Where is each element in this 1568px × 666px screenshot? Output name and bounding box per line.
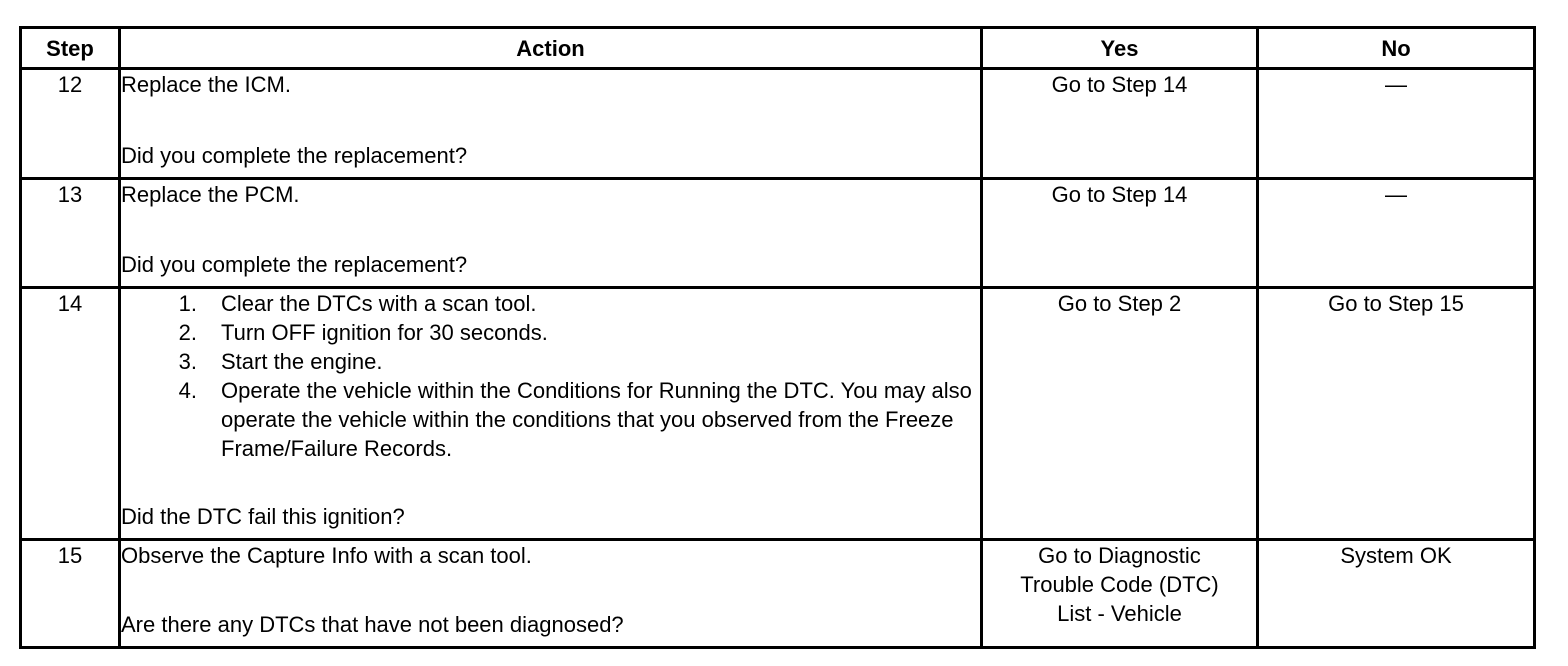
action-question: Are there any DTCs that have not been diagnosed?: [121, 612, 624, 637]
no-cell: System OK: [1258, 540, 1535, 648]
yes-cell: [982, 540, 1258, 648]
step-number: 13: [21, 179, 120, 288]
action-text: Replace the PCM.: [121, 182, 300, 207]
header-action: Action: [120, 28, 982, 69]
step-number: 12: [21, 69, 120, 179]
no-cell: Go to Step 15: [1258, 288, 1535, 540]
table-row: [21, 288, 1535, 540]
yes-cell: Go to Step 14: [982, 179, 1258, 288]
yes-cell: Go to Step 14: [982, 69, 1258, 179]
action-text: Observe the Capture Info with a scan tool.: [121, 543, 532, 568]
header-row: [21, 28, 1535, 69]
step-number: 15: [21, 540, 120, 648]
list-item: 4. Operate the vehicle within the Conditions for Running the DTC. You may also operate the vehicle within the conditions that you observed from the Freeze Frame/Failure Records.: [178, 378, 972, 461]
step-number: 14: [21, 288, 120, 540]
yes-line: List - Vehicle: [1057, 601, 1182, 626]
action-cell: [120, 288, 982, 540]
yes-line: Trouble Code (DTC): [1020, 572, 1219, 597]
no-cell: —: [1258, 179, 1535, 288]
action-question: Did you complete the replacement?: [121, 252, 468, 277]
header-no: No: [1258, 28, 1535, 69]
table-row: [21, 179, 1535, 288]
list-item: 2. Turn OFF ignition for 30 seconds.: [178, 320, 548, 345]
list-item: 3. Start the engine.: [178, 349, 383, 374]
yes-cell: Go to Step 2: [982, 288, 1258, 540]
no-cell: —: [1258, 69, 1535, 179]
action-cell: [120, 179, 982, 288]
yes-line: Go to Diagnostic: [1038, 543, 1201, 568]
action-cell: [120, 540, 982, 648]
table-row: [21, 540, 1535, 648]
header-step: Step: [21, 28, 120, 69]
action-cell: [120, 69, 982, 179]
action-question: Did you complete the replacement?: [121, 143, 468, 168]
action-question: Did the DTC fail this ignition?: [121, 504, 405, 529]
header-yes: Yes: [982, 28, 1258, 69]
list-item: 1. Clear the DTCs with a scan tool.: [178, 291, 537, 316]
diagnostic-table: [19, 26, 1536, 649]
substep-list: [121, 289, 980, 463]
table-row: [21, 69, 1535, 179]
action-text: Replace the ICM.: [121, 72, 291, 97]
